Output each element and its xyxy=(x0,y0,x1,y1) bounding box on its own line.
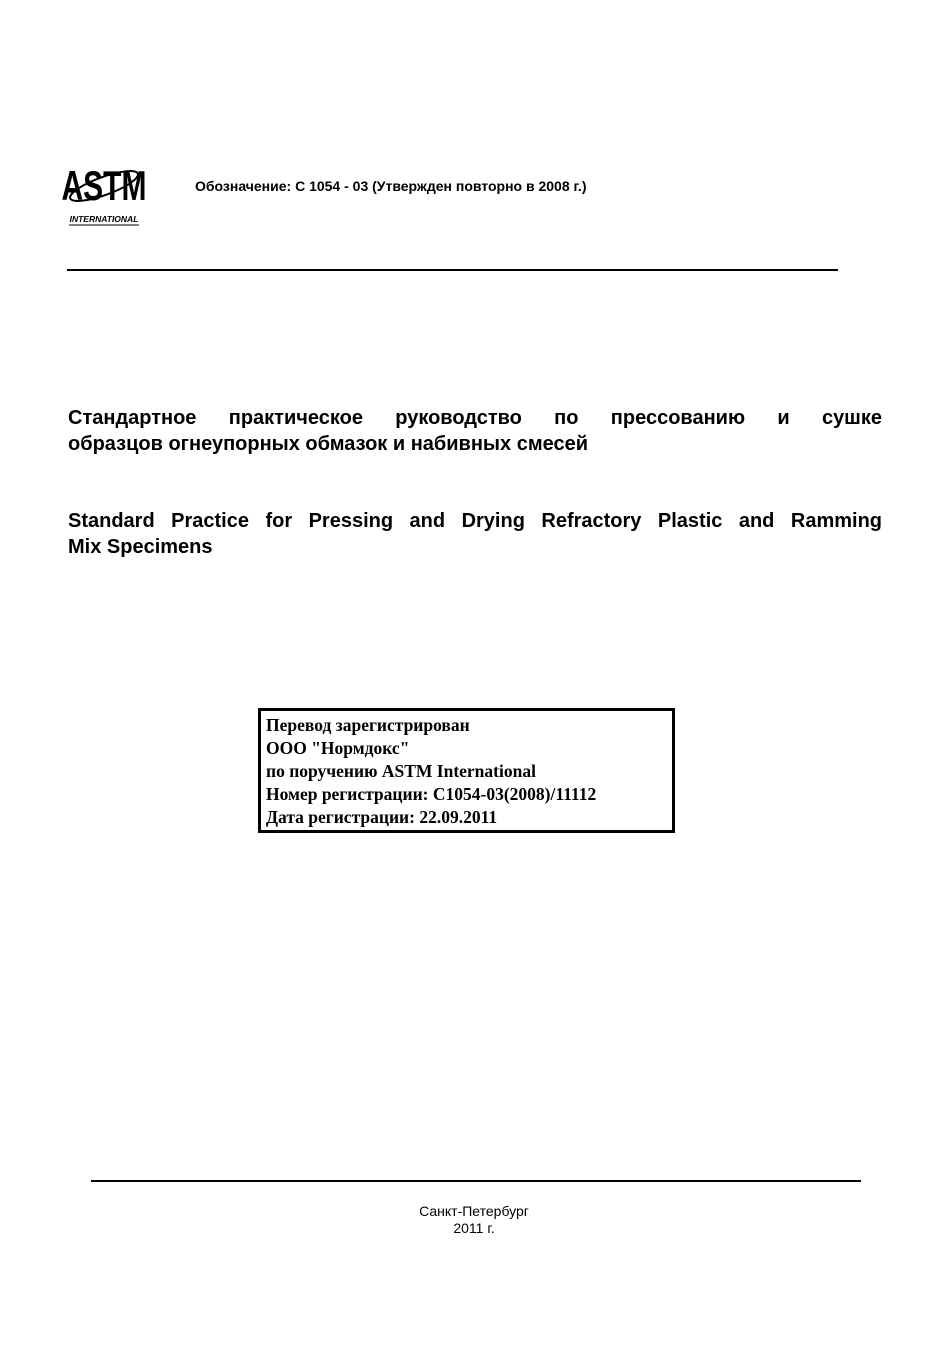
svg-text:INTERNATIONAL: INTERNATIONAL xyxy=(69,214,139,224)
footer-city: Санкт-Петербург xyxy=(419,1203,529,1219)
title-english xyxy=(68,508,882,560)
title-english-line-1: Standard Practice for Pressing and Drying Refractory Plastic and Ramming xyxy=(68,510,882,532)
registration-date: Дата регистрации: 22.09.2011 xyxy=(266,807,498,827)
registration-number: Номер регистрации: C1054-03(2008)/11112 xyxy=(266,784,597,804)
registration-stamp-box xyxy=(258,708,675,833)
title-english-line-2: Mix Specimens xyxy=(68,536,213,558)
document-designation: Обозначение: C 1054 - 03 (Утвержден повторно в 2008 г.) xyxy=(195,178,587,194)
registration-line: по поручению ASTM International xyxy=(266,761,536,781)
astm-logo xyxy=(61,158,147,228)
title-russian xyxy=(68,405,882,457)
footer xyxy=(374,1203,574,1237)
title-russian-line-2: образцов огнеупорных обмазок и набивных смесей xyxy=(68,433,589,455)
header-divider xyxy=(67,269,838,271)
svg-text:ASTM: ASTM xyxy=(61,162,147,210)
title-russian-line-1: Стандартное практическое руководство по прессованию и сушке xyxy=(68,407,882,429)
registration-line: Перевод зарегистрирован xyxy=(266,715,470,735)
registration-line: ООО "Нормдокс" xyxy=(266,738,410,758)
footer-year: 2011 г. xyxy=(453,1220,495,1236)
footer-divider xyxy=(91,1180,861,1182)
